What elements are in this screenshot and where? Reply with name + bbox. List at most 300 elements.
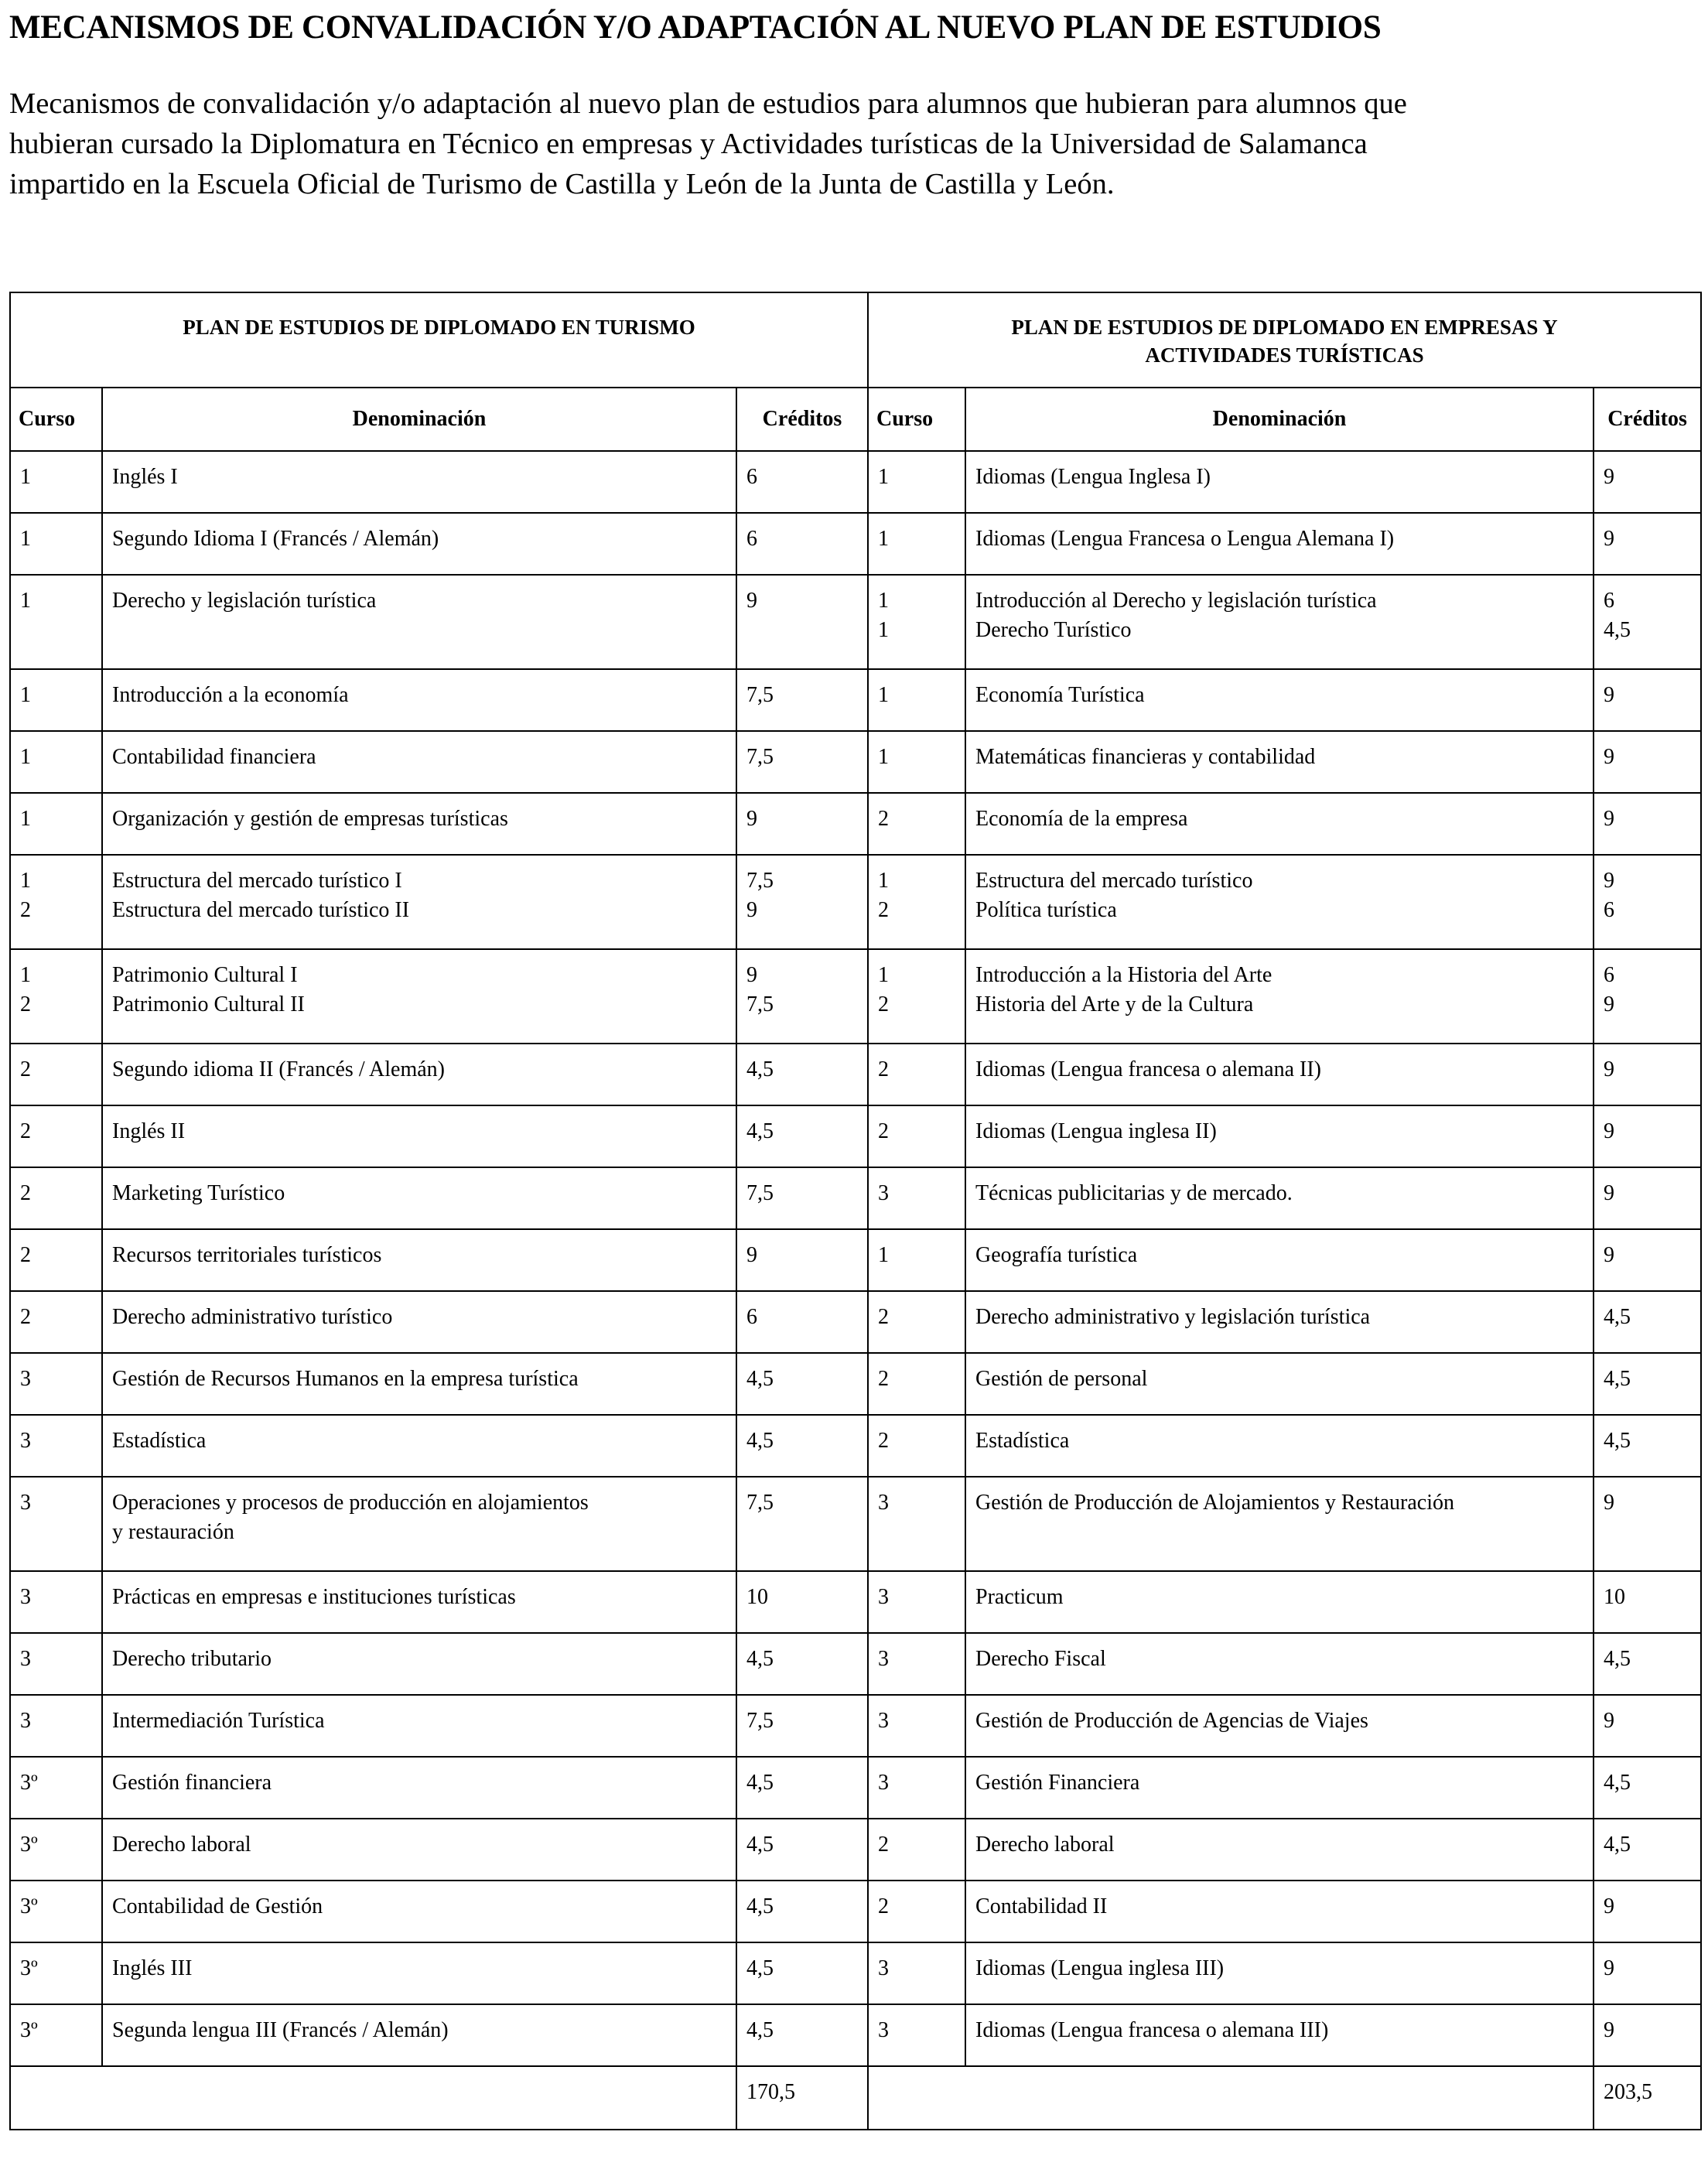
left-curso-cell [10, 793, 102, 855]
right-creditos-cell [1594, 1695, 1701, 1757]
cell-line: 2 [878, 1894, 890, 1918]
cell-line: 1 [878, 589, 890, 613]
cell-line: 1 [20, 465, 31, 489]
intro-paragraph [9, 84, 1702, 204]
cell-line: Inglés III [112, 1956, 193, 1980]
cell-line: 7,5 [746, 869, 774, 893]
cell-line: 1 [878, 465, 890, 489]
right-curso-cell [868, 1044, 965, 1105]
left-denominacion-cell [102, 575, 736, 669]
left-creditos-cell [736, 793, 868, 855]
left-creditos-cell [736, 731, 868, 793]
right-curso-cell [868, 1633, 965, 1695]
cell-line: 1 [878, 683, 890, 707]
right-creditos-cell [1594, 2004, 1701, 2066]
cell-line: Segunda lengua III (Francés / Alemán) [112, 2018, 449, 2042]
cell-line: 7,5 [746, 1709, 774, 1733]
left-curso-cell [10, 1105, 102, 1167]
cell-line: 2 [878, 1119, 890, 1143]
table-row [10, 1881, 1701, 1942]
table-row [10, 1105, 1701, 1167]
cell-line: Gestión financiera [112, 1771, 272, 1795]
right-creditos-cell [1594, 1229, 1701, 1291]
right-denominacion-cell [965, 793, 1594, 855]
cell-line: 6 [746, 465, 757, 489]
right-denominacion-cell [965, 1291, 1594, 1353]
left-creditos-cell [736, 949, 868, 1044]
right-total-label-cell [868, 2066, 1594, 2130]
cell-line: 3 [878, 2018, 890, 2042]
table-row [10, 669, 1701, 731]
left-creditos-cell [736, 1633, 868, 1695]
cell-line: 4,5 [746, 2018, 774, 2042]
cell-line: Gestión Financiera [975, 1771, 1140, 1795]
left-denominacion-cell [102, 451, 736, 513]
right-creditos-cell [1594, 731, 1701, 793]
table-row [10, 1571, 1701, 1633]
cell-line: 2 [878, 1429, 890, 1453]
cell-line: Derecho tributario [112, 1647, 272, 1671]
right-denominacion-cell [965, 1881, 1594, 1942]
left-creditos-cell [736, 1881, 868, 1942]
cell-line: 2 [878, 1305, 890, 1329]
cell-line: Gestión de Producción de Agencias de Viajes [975, 1709, 1368, 1733]
left-denominacion-cell [102, 731, 736, 793]
right-denominacion-cell [965, 513, 1594, 575]
left-creditos-cell [736, 1757, 868, 1819]
cell-line: 2 [20, 898, 31, 922]
cell-line: 4,5 [746, 1771, 774, 1795]
right-creditos-cell [1594, 1044, 1701, 1105]
cell-line: Introducción a la Historia del Arte [975, 963, 1272, 987]
right-plan-title-line: PLAN DE ESTUDIOS DE DIPLOMADO EN EMPRESAS Y [1011, 316, 1558, 339]
left-creditos-cell [736, 575, 868, 669]
cell-line: 4,5 [746, 1647, 774, 1671]
cell-line: 1 [878, 745, 890, 769]
cell-line: 9 [1604, 745, 1615, 769]
cell-line: 3 [20, 1647, 31, 1671]
right-creditos-cell [1594, 1881, 1701, 1942]
left-col-curso: Curso [10, 388, 102, 451]
cell-line: Practicum [975, 1585, 1064, 1609]
cell-line: 6 [1604, 589, 1615, 613]
cell-line: 2 [878, 807, 890, 831]
right-col-creditos: Créditos [1594, 388, 1701, 451]
right-creditos-cell [1594, 1819, 1701, 1881]
left-denominacion-cell [102, 513, 736, 575]
cell-line: 2 [20, 1057, 31, 1081]
right-plan-title [868, 292, 1701, 388]
left-creditos-cell [736, 1477, 868, 1571]
right-creditos-cell [1594, 669, 1701, 731]
right-total-credits: 203,5 [1594, 2066, 1701, 2130]
left-curso-cell [10, 1477, 102, 1571]
left-creditos-cell [736, 1695, 868, 1757]
cell-line: y restauración [112, 1520, 234, 1544]
cell-line: 9 [746, 963, 757, 987]
left-curso-cell [10, 575, 102, 669]
table-row [10, 731, 1701, 793]
cell-line: 9 [746, 589, 757, 613]
cell-line: Derecho administrativo turístico [112, 1305, 393, 1329]
cell-line: 6 [746, 527, 757, 551]
left-curso-cell [10, 855, 102, 949]
table-row [10, 1229, 1701, 1291]
right-col-curso: Curso [868, 388, 965, 451]
cell-line: Contabilidad II [975, 1894, 1108, 1918]
cell-line: Derecho Turístico [975, 618, 1132, 642]
plan-titles-row [10, 292, 1701, 388]
cell-line: 9 [746, 898, 757, 922]
cell-line: 9 [1604, 1956, 1615, 1980]
cell-line: Segundo Idioma I (Francés / Alemán) [112, 527, 439, 551]
cell-line: 3 [878, 1771, 890, 1795]
left-curso-cell [10, 949, 102, 1044]
cell-line: 9 [1604, 465, 1615, 489]
left-curso-cell [10, 1633, 102, 1695]
cell-line: 7,5 [746, 1491, 774, 1515]
convalidation-table [9, 292, 1702, 2130]
cell-line: 4,5 [1604, 1833, 1631, 1857]
cell-line: 1 [20, 963, 31, 987]
right-curso-cell [868, 2004, 965, 2066]
left-creditos-cell [736, 1415, 868, 1477]
cell-line: 9 [1604, 683, 1615, 707]
right-denominacion-cell [965, 855, 1594, 949]
left-denominacion-cell [102, 1942, 736, 2004]
left-curso-cell [10, 731, 102, 793]
right-curso-cell [868, 949, 965, 1044]
cell-line: Derecho laboral [975, 1833, 1115, 1857]
cell-line: Economía de la empresa [975, 807, 1188, 831]
cell-line: Gestión de Producción de Alojamientos y Restauración [975, 1491, 1454, 1515]
cell-line: 1 [878, 618, 890, 642]
cell-line: Inglés II [112, 1119, 186, 1143]
cell-line: Derecho laboral [112, 1833, 251, 1857]
cell-line: Contabilidad financiera [112, 745, 316, 769]
right-creditos-cell [1594, 575, 1701, 669]
cell-line: Estructura del mercado turístico I [112, 869, 402, 893]
left-curso-cell [10, 513, 102, 575]
cell-line: 7,5 [746, 992, 774, 1016]
table-row [10, 575, 1701, 669]
left-denominacion-cell [102, 669, 736, 731]
cell-line: 3 [20, 1429, 31, 1453]
right-denominacion-cell [965, 1044, 1594, 1105]
cell-line: 4,5 [746, 1956, 774, 1980]
table-row [10, 1695, 1701, 1757]
right-curso-cell [868, 1819, 965, 1881]
right-curso-cell [868, 451, 965, 513]
right-denominacion-cell [965, 669, 1594, 731]
left-total-credits: 170,5 [736, 2066, 868, 2130]
cell-line: Patrimonio Cultural II [112, 992, 305, 1016]
cell-line: 1 [878, 1243, 890, 1267]
cell-line: Gestión de Recursos Humanos en la empresa turística [112, 1367, 579, 1391]
left-denominacion-cell [102, 1477, 736, 1571]
right-curso-cell [868, 1942, 965, 2004]
right-curso-cell [868, 1415, 965, 1477]
table-row [10, 1819, 1701, 1881]
table-row [10, 1044, 1701, 1105]
cell-line: 1 [20, 683, 31, 707]
right-denominacion-cell [965, 731, 1594, 793]
right-curso-cell [868, 669, 965, 731]
cell-line: 9 [1604, 869, 1615, 893]
cell-line: 2 [20, 1305, 31, 1329]
left-curso-cell [10, 1757, 102, 1819]
right-curso-cell [868, 1229, 965, 1291]
cell-line: 9 [1604, 2018, 1615, 2042]
cell-line: 1 [20, 807, 31, 831]
table-row [10, 1942, 1701, 2004]
left-denominacion-cell [102, 1819, 736, 1881]
right-creditos-cell [1594, 513, 1701, 575]
right-curso-cell [868, 1571, 965, 1633]
cell-line: 2 [878, 1057, 890, 1081]
right-creditos-cell [1594, 1105, 1701, 1167]
cell-line: 1 [20, 745, 31, 769]
cell-line: Política turística [975, 898, 1117, 922]
right-curso-cell [868, 793, 965, 855]
left-creditos-cell [736, 1819, 868, 1881]
left-denominacion-cell [102, 2004, 736, 2066]
cell-line: Organización y gestión de empresas turísticas [112, 807, 508, 831]
cell-line: 3º [20, 1833, 38, 1857]
cell-line: Geografía turística [975, 1243, 1138, 1267]
table-row [10, 949, 1701, 1044]
left-denominacion-cell [102, 793, 736, 855]
cell-line: 9 [1604, 1491, 1615, 1515]
cell-line: Historia del Arte y de la Cultura [975, 992, 1254, 1016]
left-denominacion-cell [102, 1105, 736, 1167]
intro-line: impartido en la Escuela Oficial de Turismo de Castilla y León de la Junta de Castilla y León. [9, 168, 1115, 200]
cell-line: 9 [746, 807, 757, 831]
left-curso-cell [10, 1942, 102, 2004]
cell-line: Contabilidad de Gestión [112, 1894, 323, 1918]
cell-line: 4,5 [746, 1894, 774, 1918]
cell-line: Estructura del mercado turístico [975, 869, 1253, 893]
cell-line: 7,5 [746, 683, 774, 707]
right-denominacion-cell [965, 1571, 1594, 1633]
cell-line: 2 [20, 1119, 31, 1143]
left-denominacion-cell [102, 1229, 736, 1291]
left-col-creditos: Créditos [736, 388, 868, 451]
cell-line: 10 [1604, 1585, 1626, 1609]
right-denominacion-cell [965, 1167, 1594, 1229]
table-row [10, 855, 1701, 949]
right-denominacion-cell [965, 1633, 1594, 1695]
left-curso-cell [10, 1819, 102, 1881]
left-curso-cell [10, 451, 102, 513]
cell-line: 9 [1604, 807, 1615, 831]
cell-line: 3º [20, 2018, 38, 2042]
left-creditos-cell [736, 1044, 868, 1105]
cell-line: 2 [878, 992, 890, 1016]
cell-line: Técnicas publicitarias y de mercado. [975, 1181, 1293, 1205]
right-creditos-cell [1594, 949, 1701, 1044]
right-creditos-cell [1594, 1167, 1701, 1229]
cell-line: 9 [1604, 1181, 1615, 1205]
table-row [10, 451, 1701, 513]
cell-line: 3 [20, 1585, 31, 1609]
cell-line: 3º [20, 1771, 38, 1795]
left-creditos-cell [736, 1229, 868, 1291]
left-curso-cell [10, 1167, 102, 1229]
cell-line: 3 [878, 1585, 890, 1609]
table-row [10, 1477, 1701, 1571]
cell-line: 4,5 [746, 1367, 774, 1391]
cell-line: Estadística [975, 1429, 1070, 1453]
table-row [10, 2004, 1701, 2066]
left-denominacion-cell [102, 1353, 736, 1415]
right-creditos-cell [1594, 855, 1701, 949]
left-denominacion-cell [102, 1044, 736, 1105]
right-curso-cell [868, 1695, 965, 1757]
left-creditos-cell [736, 1571, 868, 1633]
right-denominacion-cell [965, 1229, 1594, 1291]
cell-line: Marketing Turístico [112, 1181, 285, 1205]
cell-line: 3 [878, 1709, 890, 1733]
cell-line: Segundo idioma II (Francés / Alemán) [112, 1057, 446, 1081]
column-headers-row [10, 388, 1701, 451]
right-curso-cell [868, 513, 965, 575]
cell-line: Gestión de personal [975, 1367, 1148, 1391]
cell-line: Idiomas (Lengua francesa o alemana III) [975, 2018, 1329, 2042]
right-denominacion-cell [965, 949, 1594, 1044]
cell-line: Derecho y legislación turística [112, 589, 377, 613]
right-denominacion-cell [965, 451, 1594, 513]
cell-line: 9 [1604, 1243, 1615, 1267]
right-curso-cell [868, 1353, 965, 1415]
left-curso-cell [10, 669, 102, 731]
table-row [10, 1633, 1701, 1695]
cell-line: 2 [20, 1243, 31, 1267]
right-curso-cell [868, 1881, 965, 1942]
table-row [10, 1353, 1701, 1415]
cell-line: 3 [878, 1491, 890, 1515]
intro-line: hubieran cursado la Diplomatura en Técnico en empresas y Actividades turísticas de la Universidad de Salamanca [9, 128, 1368, 160]
left-curso-cell [10, 1291, 102, 1353]
left-denominacion-cell [102, 1291, 736, 1353]
cell-line: Introducción al Derecho y legislación turística [975, 589, 1377, 613]
right-denominacion-cell [965, 1477, 1594, 1571]
cell-line: Idiomas (Lengua Inglesa I) [975, 465, 1211, 489]
left-denominacion-cell [102, 1757, 736, 1819]
right-denominacion-cell [965, 1757, 1594, 1819]
left-curso-cell [10, 1353, 102, 1415]
left-creditos-cell [736, 1167, 868, 1229]
cell-line: Idiomas (Lengua inglesa III) [975, 1956, 1225, 1980]
left-creditos-cell [736, 1942, 868, 2004]
cell-line: 4,5 [746, 1833, 774, 1857]
left-creditos-cell [736, 451, 868, 513]
table-row [10, 793, 1701, 855]
cell-line: 4,5 [746, 1429, 774, 1453]
cell-line: 4,5 [1604, 1429, 1631, 1453]
right-creditos-cell [1594, 793, 1701, 855]
left-curso-cell [10, 1229, 102, 1291]
left-denominacion-cell [102, 1571, 736, 1633]
table-body [10, 451, 1701, 2066]
left-plan-title: PLAN DE ESTUDIOS DE DIPLOMADO EN TURISMO [10, 292, 868, 388]
cell-line: Recursos territoriales turísticos [112, 1243, 382, 1267]
right-denominacion-cell [965, 1942, 1594, 2004]
cell-line: 1 [20, 527, 31, 551]
cell-line: 7,5 [746, 745, 774, 769]
left-col-denominacion: Denominación [102, 388, 736, 451]
right-col-denominacion: Denominación [965, 388, 1594, 451]
right-denominacion-cell [965, 1695, 1594, 1757]
cell-line: Intermediación Turística [112, 1709, 325, 1733]
cell-line: 9 [1604, 1709, 1615, 1733]
cell-line: Introducción a la economía [112, 683, 349, 707]
cell-line: Economía Turística [975, 683, 1145, 707]
cell-line: 3 [878, 1956, 890, 1980]
right-curso-cell [868, 855, 965, 949]
left-total-label-cell [10, 2066, 736, 2130]
table-row [10, 513, 1701, 575]
left-creditos-cell [736, 2004, 868, 2066]
cell-line: Idiomas (Lengua Francesa o Lengua Alemana I) [975, 527, 1395, 551]
left-creditos-cell [736, 1353, 868, 1415]
cell-line: Estadística [112, 1429, 207, 1453]
left-denominacion-cell [102, 1415, 736, 1477]
left-denominacion-cell [102, 1167, 736, 1229]
cell-line: 3º [20, 1956, 38, 1980]
cell-line: 4,5 [746, 1119, 774, 1143]
left-creditos-cell [736, 1105, 868, 1167]
cell-line: 3 [20, 1491, 31, 1515]
page-title: MECANISMOS DE CONVALIDACIÓN Y/O ADAPTACIÓN AL NUEVO PLAN DE ESTUDIOS [9, 9, 1382, 46]
cell-line: Derecho Fiscal [975, 1647, 1106, 1671]
left-creditos-cell [736, 1291, 868, 1353]
intro-line: Mecanismos de convalidación y/o adaptación al nuevo plan de estudios para alumnos que hubieran para alumnos que [9, 87, 1407, 120]
right-denominacion-cell [965, 575, 1594, 669]
right-creditos-cell [1594, 451, 1701, 513]
table-row [10, 1415, 1701, 1477]
cell-line: Inglés I [112, 465, 178, 489]
cell-line: 2 [878, 1367, 890, 1391]
right-curso-cell [868, 1167, 965, 1229]
cell-line: 6 [746, 1305, 757, 1329]
cell-line: 3 [20, 1367, 31, 1391]
right-creditos-cell [1594, 1291, 1701, 1353]
right-denominacion-cell [965, 1353, 1594, 1415]
left-denominacion-cell [102, 855, 736, 949]
left-denominacion-cell [102, 1881, 736, 1942]
cell-line: 1 [20, 869, 31, 893]
cell-line: 3º [20, 1894, 38, 1918]
cell-line: 3 [878, 1181, 890, 1205]
right-plan-title-line: ACTIVIDADES TURÍSTICAS [1145, 343, 1424, 367]
left-curso-cell [10, 1571, 102, 1633]
cell-line: 6 [1604, 963, 1615, 987]
cell-line: 9 [1604, 1119, 1615, 1143]
left-creditos-cell [736, 855, 868, 949]
cell-line: 2 [878, 1833, 890, 1857]
cell-line: 1 [20, 589, 31, 613]
cell-line: 7,5 [746, 1181, 774, 1205]
table-row [10, 1757, 1701, 1819]
totals-row [10, 2066, 1701, 2130]
right-creditos-cell [1594, 1942, 1701, 2004]
right-creditos-cell [1594, 1571, 1701, 1633]
right-creditos-cell [1594, 1757, 1701, 1819]
cell-line: 9 [746, 1243, 757, 1267]
right-curso-cell [868, 731, 965, 793]
cell-line: Prácticas en empresas e instituciones turísticas [112, 1585, 516, 1609]
